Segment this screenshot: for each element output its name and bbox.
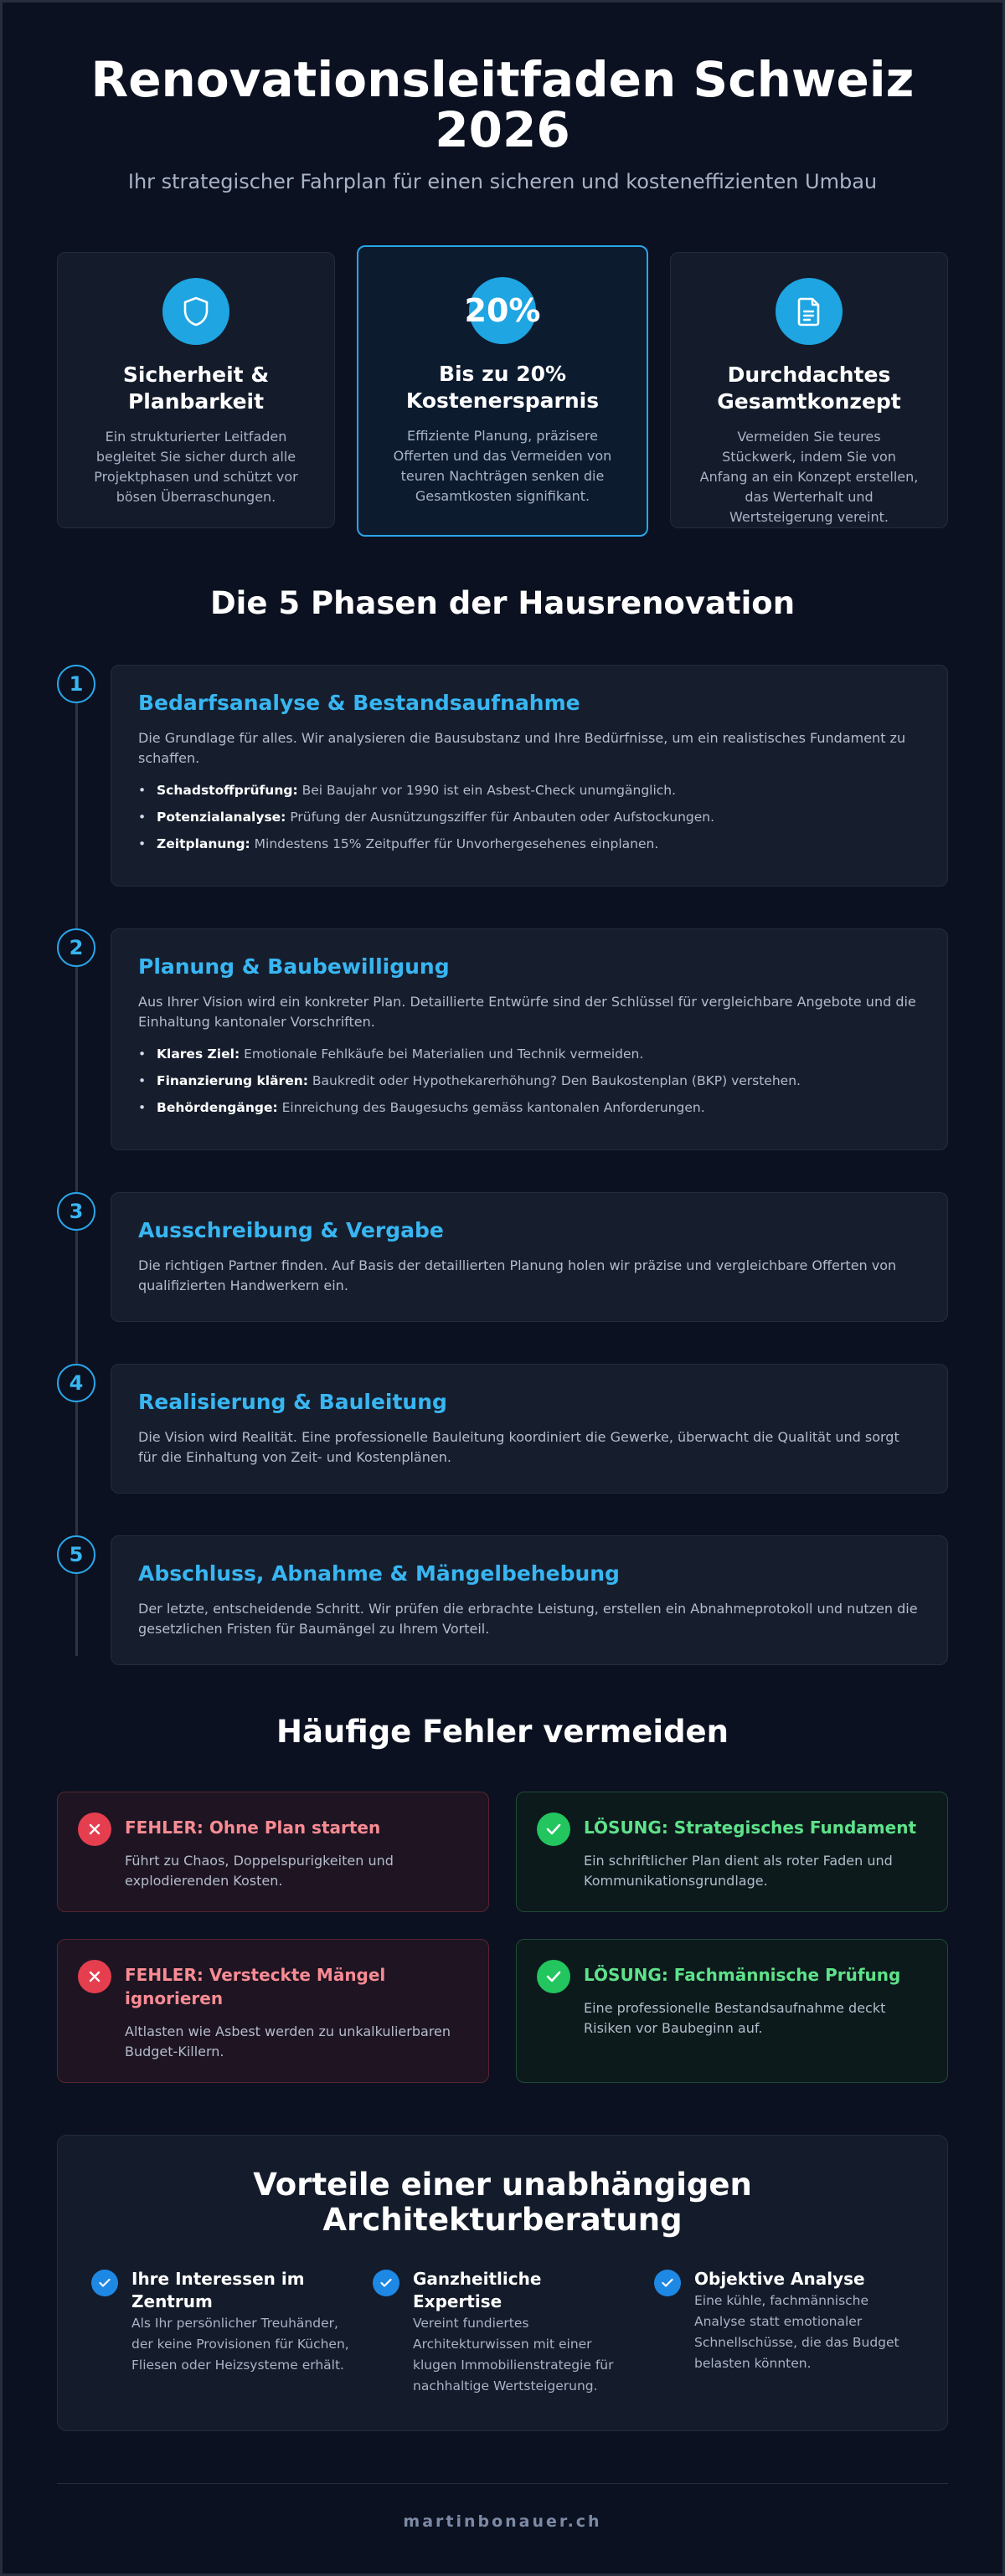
check-icon (654, 2270, 681, 2296)
bullet-label: Behördengänge: (157, 1100, 278, 1115)
hero (3, 3, 1002, 193)
solution-text: Ein schriftlicher Plan dient als roter Faden und Kommunikationsgrundlage. (584, 1853, 893, 1889)
bullet-item (138, 1071, 920, 1091)
bullet-item (138, 1044, 920, 1064)
bullet-item (138, 780, 920, 800)
advantage-title: Objektive Analyse (694, 2269, 865, 2289)
feature-title: Bis zu 20% Kostenersparnis (405, 362, 600, 413)
phase-description: Die richtigen Partner finden. Auf Basis der detaillierten Planung holen wir präzise und vergleichbare Offerten von qualifizierten Handwerkern ein. (138, 1257, 897, 1293)
error-text: Altlasten wie Asbest werden zu unkalkulierbaren Budget-Killern. (125, 2023, 451, 2059)
phase-title: Bedarfsanalyse & Bestandsaufnahme (138, 691, 580, 715)
feature-title: Sicherheit & Planbarkeit (122, 362, 270, 414)
document-icon (776, 278, 843, 345)
phase-description: Der letzte, entscheidende Schritt. Wir prüfen die erbrachte Leistung, erstellen ein Abnahmeprotokoll und nutzen die gesetzlichen Fristen für Baumängel zu Ihrem Vorteil. (138, 1601, 918, 1637)
phase-number: 2 (57, 928, 95, 967)
advantages-panel (57, 2135, 948, 2431)
advantage-item (91, 2268, 351, 2397)
phase-description: Die Grundlage für alles. Wir analysieren die Bausubstanz und Ihre Bedürfnisse, um ein realistisches Fundament zu schaffen. (138, 730, 906, 766)
percent-badge-text: 20% (464, 292, 541, 329)
phase-2 (57, 928, 948, 1150)
bullet-label: Potenzialanalyse: (157, 810, 286, 825)
bullet-label: Schadstoffprüfung: (157, 783, 298, 798)
feature-text: Vermeiden Sie teures Stückwerk, indem Sie von Anfang an ein Konzept erstellen, das Werterhalt und Wertsteigerung vereint. (699, 429, 919, 525)
feature-text: Effiziente Planung, präzisere Offerten und das Vermeiden von teuren Nachträgen senken die Gesamtkosten signifikant. (393, 428, 612, 504)
feature-text: Ein strukturierter Leitfaden begleitet Sie sicher durch alle Projektphasen und schützt vor bösen Überraschungen. (94, 429, 298, 505)
feature-card-security (57, 252, 335, 528)
phase-card (111, 1192, 948, 1322)
advantage-text: Als Ihr persönlicher Treuhänder, der keine Provisionen für Küchen, Fliesen oder Heizsysteme erhält. (131, 2316, 349, 2373)
error-title: FEHLER: Versteckte Mängel ignorieren (125, 1965, 386, 2008)
feature-card-savings (357, 245, 648, 537)
bullet-item (138, 807, 920, 827)
phase-bullets (138, 780, 920, 854)
phase-title: Planung & Baubewilligung (138, 954, 450, 979)
advantage-item (373, 2268, 632, 2397)
percent-badge (464, 277, 541, 344)
feature-cards (57, 252, 948, 537)
phase-title: Abschluss, Abnahme & Mängelbehebung (138, 1561, 620, 1586)
phases-section-title: Die 5 Phasen der Hausrenovation (209, 585, 796, 621)
errors-grid (57, 1792, 948, 2083)
bullet-item (138, 1098, 920, 1118)
phase-number: 4 (57, 1364, 95, 1402)
cross-icon (78, 1960, 111, 1993)
check-icon (373, 2270, 399, 2296)
phase-number: 5 (57, 1535, 95, 1574)
solution-title: LÖSUNG: Strategisches Fundament (584, 1818, 917, 1838)
phase-3 (57, 1192, 948, 1322)
page-title: Renovationsleitfaden Schweiz 2026 (90, 51, 915, 158)
phase-title: Ausschreibung & Vergabe (138, 1218, 444, 1242)
bullet-text: Mindestens 15% Zeitpuffer für Unvorhergesehenes einplanen. (250, 836, 659, 851)
cross-icon (78, 1812, 111, 1846)
advantage-text: Vereint fundiertes Architekturwissen mit einer klugen Immobilienstrategie für nachhaltige Wertsteigerung. (413, 2316, 614, 2393)
phase-description: Die Vision wird Realität. Eine professionelle Bauleitung koordiniert die Gewerke, überwacht die Qualität und sorgt für die Einhaltung von Zeit- und Kostenplänen. (138, 1429, 899, 1465)
phases-timeline (57, 665, 948, 1665)
solution-card (516, 1939, 948, 2083)
phase-description: Aus Ihrer Vision wird ein konkreter Plan. Detaillierte Entwürfe sind der Schlüssel für vergleichbare Angebote und die Einhaltung kantonaler Vorschriften. (138, 994, 916, 1030)
advantages-list (91, 2268, 914, 2397)
advantage-item (654, 2268, 914, 2397)
page-subtitle: Ihr strategischer Fahrplan für einen sicheren und kosteneffizienten Umbau (127, 170, 878, 193)
bullet-text: Einreichung des Baugesuchs gemäss kantonalen Anforderungen. (277, 1100, 705, 1115)
phase-card (111, 1535, 948, 1665)
phase-5 (57, 1535, 948, 1665)
bullet-text: Prüfung der Ausnützungsziffer für Anbauten oder Aufstockungen. (286, 810, 715, 825)
bullet-label: Finanzierung klären: (157, 1073, 308, 1088)
solution-card (516, 1792, 948, 1912)
footer-link[interactable]: martinbonauer.ch (403, 2512, 602, 2531)
advantages-title: Vorteile einer unabhängigen Architekturberatung (253, 2167, 752, 2238)
advantage-text: Eine kühle, fachmännische Analyse statt emotionaler Schnellschüsse, die das Budget belasten könnten. (694, 2293, 899, 2371)
phase-number: 1 (57, 665, 95, 703)
feature-card-concept (670, 252, 948, 528)
feature-title: Durchdachtes Gesamtkonzept (717, 362, 901, 414)
check-icon (537, 1812, 570, 1846)
bullet-label: Zeitplanung: (157, 836, 250, 851)
error-card (57, 1939, 489, 2083)
phase-card (111, 928, 948, 1150)
bullet-label: Klares Ziel: (157, 1046, 240, 1062)
bullet-text: Baukredit oder Hypothekarerhöhung? Den Baukostenplan (BKP) verstehen. (307, 1073, 801, 1088)
check-icon (537, 1960, 570, 1993)
errors-section-title: Häufige Fehler vermeiden (276, 1714, 729, 1750)
bullet-item (138, 834, 920, 854)
advantage-title: Ganzheitliche Expertise (413, 2269, 542, 2311)
advantage-title: Ihre Interessen im Zentrum (131, 2269, 305, 2311)
solution-text: Eine professionelle Bestandsaufnahme deckt Risiken vor Baubeginn auf. (584, 2000, 886, 2036)
error-title: FEHLER: Ohne Plan starten (125, 1818, 381, 1838)
phase-bullets (138, 1044, 920, 1118)
bullet-text: Emotionale Fehlkäufe bei Materialien und Technik vermeiden. (240, 1046, 644, 1062)
phase-number: 3 (57, 1192, 95, 1231)
phase-card (111, 665, 948, 887)
footer (57, 2483, 948, 2531)
phase-card (111, 1364, 948, 1494)
shield-icon (162, 278, 229, 345)
bullet-text: Bei Baujahr vor 1990 ist ein Asbest-Check unumgänglich. (297, 783, 677, 798)
check-icon (91, 2270, 118, 2296)
phase-title: Realisierung & Bauleitung (138, 1390, 447, 1414)
phase-4 (57, 1364, 948, 1494)
error-text: Führt zu Chaos, Doppelspurigkeiten und explodierenden Kosten. (125, 1853, 394, 1889)
solution-title: LÖSUNG: Fachmännische Prüfung (584, 1965, 901, 1985)
phase-1 (57, 665, 948, 887)
error-card (57, 1792, 489, 1912)
